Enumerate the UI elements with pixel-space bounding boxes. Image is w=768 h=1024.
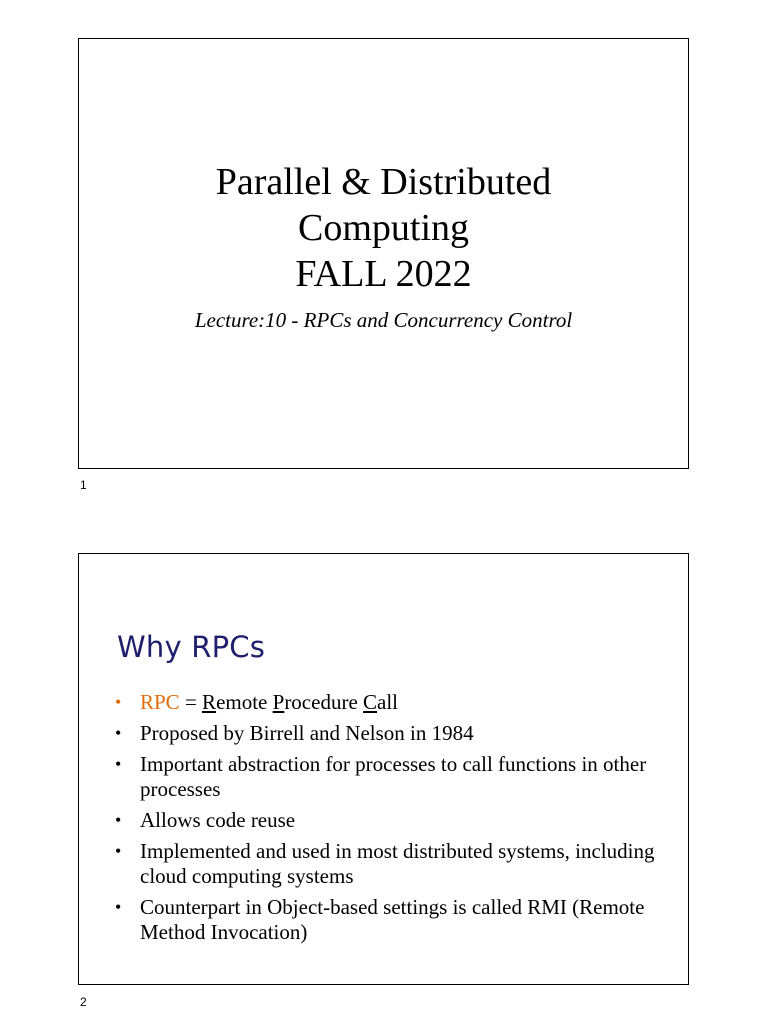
letter-r: R (202, 690, 217, 714)
slide-heading: Why RPCs (117, 630, 266, 664)
course-title-line-2: Computing (297, 207, 470, 249)
bullet-icon: • (115, 897, 122, 917)
word-emote: emote (216, 690, 273, 714)
page-number-2: 2 (80, 995, 87, 1009)
bullet-item (115, 752, 658, 802)
letter-p: P (272, 690, 285, 714)
bullet-icon: • (115, 841, 122, 861)
page-number-1: 1 (80, 478, 87, 492)
bullet-text: Important abstraction for processes to call functions in other processes (140, 752, 647, 801)
bullet-text: Counterpart in Object-based settings is called RMI (Remote Method Invocation) (140, 895, 645, 944)
bullet-text: Proposed by Birrell and Nelson in 1984 (140, 721, 474, 745)
rpc-term: RPC (140, 690, 180, 714)
slide-2 (78, 553, 689, 985)
bullet-text: Allows code reuse (140, 808, 296, 832)
bullet-item (115, 721, 658, 746)
bullet-icon: • (115, 723, 122, 743)
bullet-item (115, 808, 658, 833)
bullet-icon: • (115, 810, 122, 830)
bullet-item-rpc (115, 690, 658, 715)
course-term: FALL 2022 (295, 253, 472, 295)
letter-c: C (363, 690, 378, 714)
lecture-subtitle: Lecture:10 - RPCs and Concurrency Control (194, 308, 573, 332)
bullet-item (115, 839, 658, 889)
slide-1 (78, 38, 689, 469)
bullet-text: Implemented and used in most distributed systems, including cloud computing systems (140, 839, 655, 888)
word-all: all (377, 690, 399, 714)
title-block (79, 159, 688, 333)
course-title-line-1: Parallel & Distributed (215, 161, 552, 203)
bullet-item (115, 895, 658, 945)
equals-sign: = (179, 690, 203, 714)
bullet-icon: • (115, 692, 122, 712)
word-rocedure: rocedure (284, 690, 364, 714)
bullet-list (115, 690, 658, 951)
bullet-icon: • (115, 754, 122, 774)
